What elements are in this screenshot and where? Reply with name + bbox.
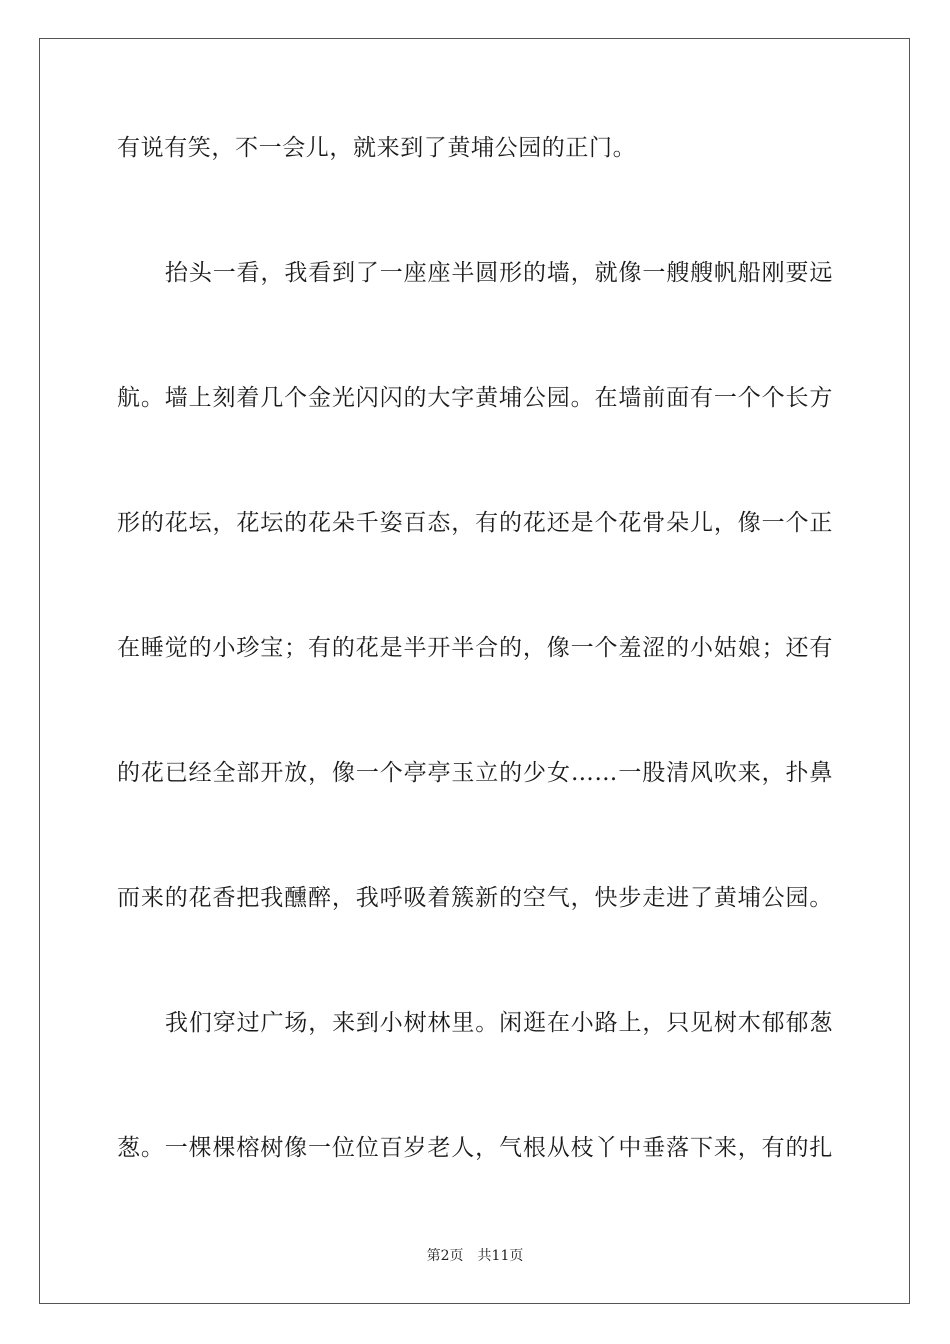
text-line-8: 我们穿过广场，来到小树林里。闲逛在小路上，只见树木郁郁葱 — [165, 1010, 833, 1036]
text-line-4: 形的花坛，花坛的花朵千姿百态，有的花还是个花骨朵儿，像一个正 — [117, 510, 833, 536]
page-number: 第2页 — [426, 1248, 464, 1264]
text-line-3: 航。墙上刻着几个金光闪闪的大字黄埔公园。在墙前面有一个个长方 — [117, 385, 833, 411]
text-line-1: 有说有笑，不一会儿，就来到了黄埔公园的正门。 — [117, 135, 637, 161]
text-line-2: 抬头一看，我看到了一座座半圆形的墙，就像一艘艘帆船刚要远 — [165, 260, 833, 286]
text-line-6: 的花已经全部开放，像一个亭亭玉立的少女……一股清风吹来，扑鼻 — [117, 760, 833, 786]
text-line-7: 而来的花香把我醺醉，我呼吸着簇新的空气，快步走进了黄埔公园。 — [117, 885, 833, 911]
page-border — [39, 38, 910, 1304]
text-line-9: 葱。一棵棵榕树像一位位百岁老人，气根从枝丫中垂落下来，有的扎 — [117, 1135, 833, 1161]
text-line-5: 在睡觉的小珍宝；有的花是半开半合的，像一个羞涩的小姑娘；还有 — [117, 635, 833, 661]
page-total: 共11页 — [477, 1248, 524, 1264]
page-footer — [0, 1246, 950, 1266]
